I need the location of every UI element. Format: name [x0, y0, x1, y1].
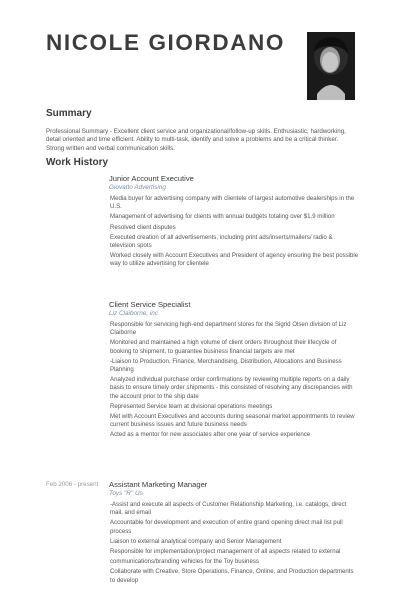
work-history-heading: Work History	[46, 157, 109, 168]
job-bullet: Responsible for servicing high-end department stores for the Sigrid Olsen division of Liz Claiborne	[110, 321, 347, 337]
job-title: Client Service Specialist	[109, 300, 191, 309]
job-entry	[109, 300, 359, 441]
job-bullet: Media buyer for advertising company with clientele of largest automotive dealerships in the U.S.	[110, 195, 355, 211]
job-bullet: Responsible for implementation/project management of all aspects related to external	[110, 548, 341, 556]
job-entry	[109, 480, 359, 586]
job-bullet: Represented Service team at divisional operations meetings	[110, 402, 273, 410]
summary-heading: Summary	[46, 108, 92, 119]
profile-photo	[307, 32, 355, 100]
job-dates: Feb 2006 - present	[46, 481, 99, 488]
job-company: Giovatto Advertising	[109, 184, 166, 191]
job-company: Liz Claiborne, inc	[109, 310, 159, 317]
job-bullet: Collaborate with Creative, Store Operations, Finance, Online, and Production departments to develop	[110, 568, 354, 584]
job-title: Assistant Marketing Manager	[109, 480, 208, 489]
job-bullet: Acted as a mentor for new associates after one year of service experience	[110, 431, 311, 439]
job-company: Toys "R" Us	[109, 490, 143, 497]
job-bullet: Executed creation of all advertisements, including print ads/inserts/mailers/ radio & television spots	[110, 233, 333, 250]
job-bullet: Accountable for development and execution of entire grand opening direct mail list pull process	[110, 519, 343, 535]
job-bullet: communications/branding vehicles for the Toy business	[110, 558, 259, 566]
job-bullet: -Liaison to Production, Finance, Merchandising, Distribution, Allocations and Business Planning	[110, 357, 342, 374]
job-bullet: Met with Account Executives and accounts during seasonal market appointments to review current business issues and future business needs	[110, 413, 355, 429]
job-entry	[109, 174, 359, 270]
job-bullet: Worked closely with Account Executives and President of agency ensuring the best possible way to utilize advertising for clientele	[110, 252, 359, 268]
job-title: Junior Account Executive	[109, 174, 194, 183]
job-bullet: Resolved client disputes	[110, 223, 176, 231]
resume-name: NICOLE GIORDANO	[46, 30, 286, 55]
job-bullet: -Assist and execute all aspects of Customer Relationship Marketing, i.e. catalogs, direct mail, and email	[110, 501, 347, 517]
job-bullet: Liaison to external analytical company and Senior Management	[110, 537, 282, 545]
job-bullet: Monitored and maintained a high volume of client orders throughout their lifecycle of booking to shipment, to guarantee business financial targets are met	[110, 339, 337, 355]
summary-text: Professional Summary - Excellent client service and organizational/follow-up skills. Enthusiastic, hardworking, detail oriented and time efficient. Ability to multi-task, identify and solve a problems and be a critical thinker. Strong written and verbal communication skills.	[46, 128, 346, 152]
job-bullet: Management of advertising for clients with annual budgets totaling over $1.9 million	[110, 213, 335, 221]
job-bullet: Analyzed individual purchase order confirmations by reviewing multiple reports on a daily basis to ensure timely order shipments - this consisted of resolving any discrepancies with the account prior to the ship date	[110, 376, 353, 400]
